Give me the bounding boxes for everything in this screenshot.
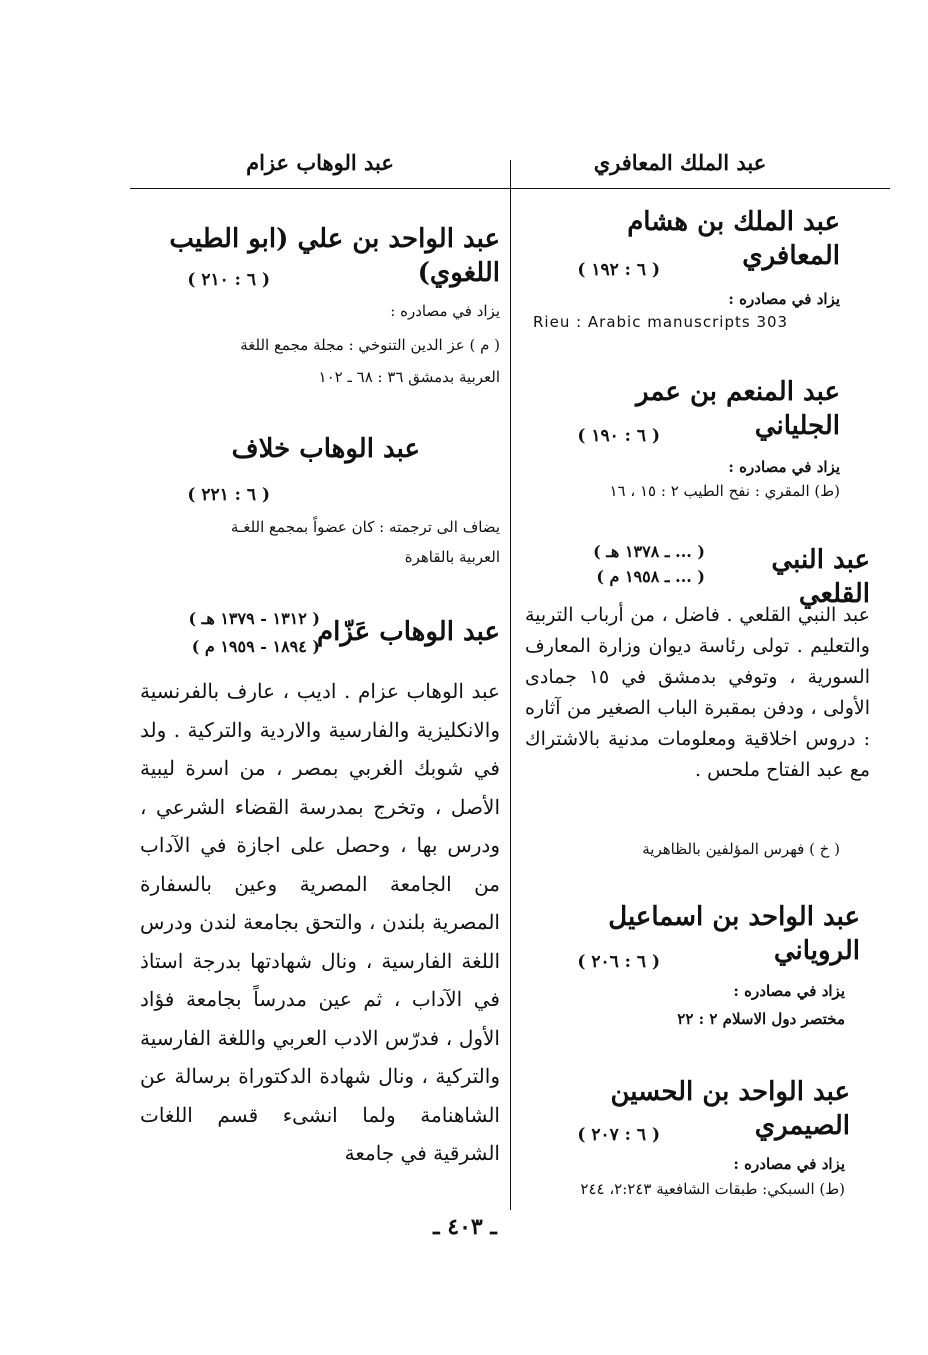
entry-source: ( خ ) فهرس المؤلفين بالظاهرية (642, 840, 840, 858)
running-header-right: عبد الملك المعافري (593, 150, 767, 175)
entry-note: يزاد في مصادره : (728, 290, 840, 308)
entry-title: عبد النبي القلعي (771, 545, 870, 609)
entry-note: مختصر دول الاسلام ٢ : ٢٢ (677, 1010, 845, 1028)
entry-title: عبد الواحد بن اسماعيل الروياني (608, 902, 860, 966)
entry-ref: ( ٦ : ٢٠٧ ) (577, 1125, 660, 1145)
entry-note: ( م ) عز الدين التنوخي : مجلة مجمع اللغة (240, 336, 500, 354)
entry-ref: ( ٦ : ١٩٠ ) (577, 426, 660, 446)
entry-note: يزاد في مصادره : (733, 982, 845, 1000)
entry-title: عبد الواحد بن الحسين الصيمري (610, 1077, 850, 1141)
entry-note: يزاد في مصادره : (733, 1155, 845, 1173)
entry-title: عبد الوهاب عَزّام (317, 617, 500, 647)
page-number: ـ ٤٠٣ ـ (433, 1214, 497, 1240)
entry-title: عبد الملك بن هشام المعافري (627, 207, 840, 271)
entry-ref: ( ٦ : ٢٢١ ) (187, 485, 270, 505)
entry-dates-hijri: ( ... ـ ١٣٧٨ هـ ) (593, 542, 705, 561)
entry-note: يزاد في مصادره : (728, 458, 840, 476)
entry-note: (ط) السبكي: طبقات الشافعية ٢:٢٤٣، ٢٤٤ (580, 1180, 845, 1198)
entry-title: عبد الوهاب خلاف (231, 434, 420, 464)
entry-title: عبد الواحد بن علي (ابو الطيب اللغوي) (169, 224, 500, 288)
column-divider (510, 160, 511, 1210)
entry-body: عبد النبي القلعي . فاضل ، من أرباب التربية والتعليم . تولى رئاسة ديوان وزارة المعارف السورية ، وتوفي بدمشق في ١٥ جمادى الأولى ، ودفن بمقبرة الباب الصغير من آثاره : دروس اخلاقية ومعلومات مدنية بالاشتراك مع عبد الفتاح ملحس . (525, 604, 870, 781)
entry-note: العربية بدمشق ٣٦ : ٦٨ ـ ١٠٢ (318, 368, 500, 386)
entry-ref: ( ٦ : ١٩٢ ) (577, 260, 660, 280)
entry-ref: ( ٦ : ٢١٠ ) (187, 270, 270, 290)
entry-note: العربية بالقاهرة (404, 548, 500, 566)
entry-latin-source: Rieu : Arabic manuscripts 303 (533, 313, 789, 331)
entry-note: يضاف الى ترجمته : كان عضواً بمجمع اللغـة (230, 518, 500, 536)
entry-note: يزاد في مصادره : (390, 302, 500, 320)
entry-title: عبد المنعم بن عمر الجلياني (636, 377, 840, 441)
entry-ref: ( ٦ : ٢٠٦ ) (577, 952, 660, 972)
entry-note: (ط) المقري : نفح الطيب ٢ : ١٥ ، ١٦ (609, 482, 840, 500)
entry-dates-gregorian: ( ... ـ ١٩٥٨ م ) (596, 567, 705, 586)
entry-dates-gregorian: ( ١٨٩٤ - ١٩٥٩ م ) (191, 637, 320, 656)
entry-dates-hijri: ( ١٣١٢ - ١٣٧٩ هـ ) (188, 609, 320, 628)
running-header-left: عبد الوهاب عزام (246, 150, 394, 175)
entry-body: عبد الوهاب عزام . اديب ، عارف بالفرنسية والانكليزية والفارسية والاردية والتركية . ولد في شوبك الغربي بمصر ، من اسرة ليبية الأصل ، وتخرج بمدرسة القضاء الشرعي ، ودرس بها ، وحصل على اجازة في الآداب من الجامعة المصرية وعين بالسفارة المصرية بلندن ، والتحق بجامعة لندن ودرس اللغة الفارسية ، ونال شهادتها بدرجة استاذ في الآداب ، ثم عين مدرساً بجامعة فؤاد الأول ، فدرّس الادب العربي واللغة الفارسية والتركية ، ونال شهادة الدكتوراة برسالة عن الشاهنامة ولما انشىء قسم اللغات الشرقية في جامعة (140, 679, 500, 1165)
